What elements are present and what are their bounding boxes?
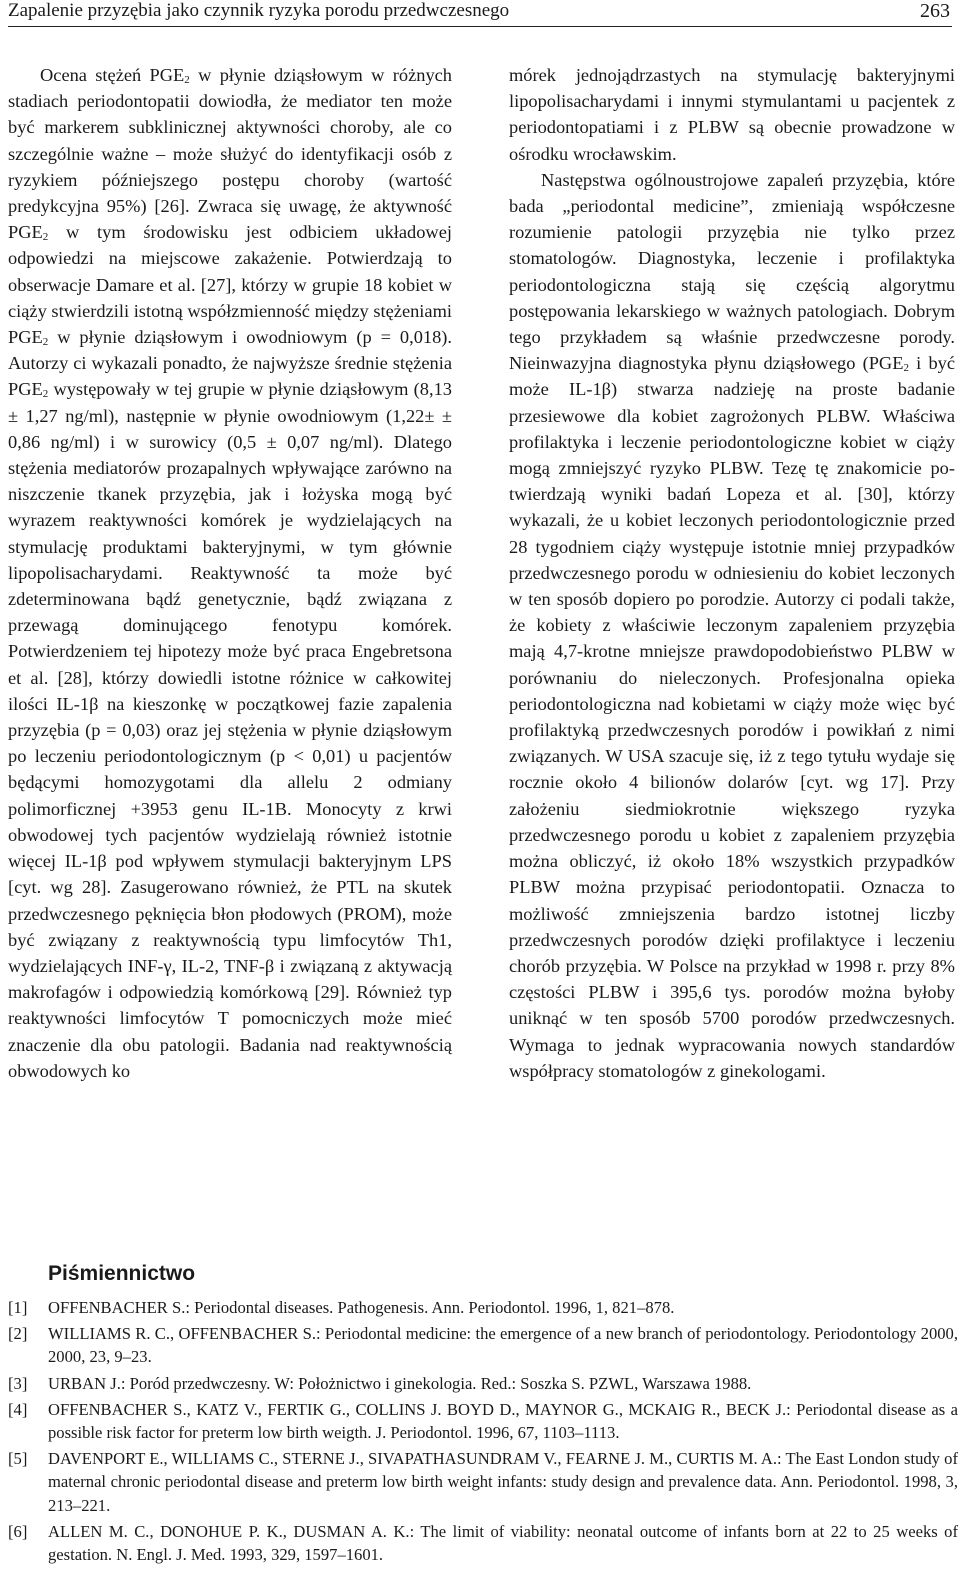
reference-number: [4] (8, 1399, 28, 1419)
subscript: 2 (184, 74, 190, 86)
subscript: 2 (42, 231, 49, 244)
right-column (509, 62, 955, 1084)
references-heading: Piśmiennictwo (48, 1262, 196, 1285)
body-paragraph: mórek jednojądrzastych na stymulację bakteryjnymi lipopolisacharydami i innymi stymulantami u pacjentek z periodontopatiami i z PLBW są obecnie prowadzone w ośrodku wrocławskim. (509, 65, 955, 164)
body-paragraph: Ocena stężeń $PGE_2$ w płynie dziąsłowym w różnych stadiach periodontopatii dowiodła, że mediator ten może być markerem subklinicznej aktywności choroby, ale co szczególnie ważne – może służyć do identyfikacji osób z ryzykiem późniejszego postępu choroby (wartość predykcyjna 95%) [26]. Zwraca się uwagę, że aktywność $PGE_2$ w tym środowisku jest odbiciem układowej odpowiedzi na miejscowe zakażenie. Potwierdzają to obserwacje Damare et al. [27], którzy w grupie 18 kobiet w ciąży stwierdzili istotną współzmienność między stężeniami $PGE_2$ w płynie dziąsłowym i owodniowym (p = 0,018). Autorzy ci wykazali ponadto, że najwyższe średnie stężenia $PGE_2$ występowały w tej grupie w płynie dziąsłowym (8,13 ± 1,27 ng/ml), następnie w płynie owodniowym (1,22± ± 0,86 ng/ml) i w surowicy (0,5 ± 0,07 ng/ml). Dlatego stężenia mediatorów prozapalnych wpływające zarówno na niszczenie tkanek przyzębia, jak i łożyska mogą być wyrazem reaktywności komórek je wydzielających na stymulację produktami bakteryjnymi, w tym głównie lipopolisacharydami. Reaktywność ta może być zdeterminowana bądź genetycznie, bądź związana z przewagą dominującego fenotypu komórek. Potwierdzeniem tej hipotezy może być praca Engebretsona et al. [28], którzy dowiedli istotne różnice w całkowitej ilości IL-1β na kieszonkę w początkowej fazie zapalenia przyzębia (p = 0,03) oraz jej stężenia w płynie dziąsłowym po leczeniu periodontologicznym (p < 0,01) u pacjentów będącymi homozygotami dla allelu 2 odmiany polimorficznej +3953 genu IL-1B. Monocyty z krwi obwodowej tych pacjentów wydzielają również istotnie więcej IL-1β pod wpływem stymulacji bakteryjnym LPS [cyt. wg 28]. Zasugerowano również, że PTL na skutek przedwczesnego pęknięcia błon płodowych (PROM), może być związany z reaktywnością typu limfocytów Th1, wydzielających INF-γ, IL-2, TNF-β i związaną z aktywacją makrofagów i odpowiedzią komórkową [29]. Również typ reaktywności limfocytów T pomocniczych może mieć znaczenie dla obu patologii. Badania nad reaktywnością obwodowych ko (8, 65, 453, 1081)
reference-item (8, 1296, 958, 1319)
reference-number: [5] (8, 1449, 28, 1469)
reference-text: DAVENPORT E., WILLIAMS C., STERNE J., SIVAPATHASUNDRAM V., FEARNE J. M., CURTIS M. A.: The East London study of maternal chronic periodontal disease and preterm low birth weight infants: study design and prevalence data. Ann. Periodontol. 1998, 3, 213–221. (48, 1449, 958, 1515)
reference-number: [1] (8, 1298, 28, 1317)
references-list (8, 1296, 958, 1569)
reference-text: URBAN J.: Poród przedwczesny. W: Położnictwo i ginekologia. Red.: Soszka S. PZWL, Warszawa 1988. (48, 1373, 752, 1393)
subscript: 2 (903, 362, 909, 375)
page-number: 263 (920, 0, 950, 22)
body-paragraph: Następstwa ogólnoustrojowe zapaleń przyzębia, które bada „periodontal medicine”, zmieniają współczesne rozumienie patologii przyzębia nie tylko przez stomatologów. Diagnostyka, leczenie i profilaktyka periodontologiczna stają się częścią algorytmu postępowania lekarskiego w ważnych patologiach. Dobrym tego przykładem są właśnie przedwczesne porody. Nieinwazyjna diagnostyka płynu dziąsłowego ($PGE_2$ i być może IL-1β) stwarza nadzieję na proste badanie przesiewowe dla kobiet zagrożonych PLBW. Właściwa profilaktyka i leczenie periodontologiczne kobiet w ciąży mogą zmniejszyć ryzyko PLBW. Tezę tę znakomicie potwierdzają wyniki badań Lopeza et al. [30], którzy wykazali, że u kobiet leczonych periodontologicznie przed 28 tygodniem ciąży występuje istotnie mniej przypadków przedwczesnego porodu w odniesieniu do kobiet leczonych w ten sposób dopiero po porodzie. Autorzy ci podali także, że kobiety z właściwie leczonym zapaleniem przyzębia mają 4,7-krotne mniejsze prawdopodobieństwo PLBW w porównaniu do nieleczonych. Profesjonalna opieka periodontologiczna nad kobietami w ciąży może więc być profilaktyką przedwczesnych porodów i powikłań z nimi związanych. W USA szacuje się, iż z tego tytułu wydaje się rocznie około 4 bilionów dolarów [cyt. wg 17]. Przy założeniu siedmiokrotnie większego ryzyka przedwczesnego porodu u kobiet z zapaleniem przyzębia można obliczyć, iż około 18% wszystkich przypadków PLBW można przypisać periodontopatii. Oznacza to możliwość zmniejszenia bardzo istotnej liczby przedwczesnych porodów dzięki profilaktyce i leczeniu chorób przyzębia. W Polsce na przykład w 1998 r. przy 8% częstości PLBW i 395,6 tys. porodów można byłoby uniknąć w ten sposób 5700 porodów przedwczesnych. Wymaga to jednak wypracowania nowych standardów współpracy stomatologów z ginekologami. (509, 169, 955, 1081)
reference-text: OFFENBACHER S., KATZ V., FERTIK G., COLLINS J. BOYD D., MAYNOR G., MCKAIG R., BECK J.: Periodontal disease as a possible risk factor for preterm low birth weigth. J. Periodontol. 1996, 67, 1103–1113. (48, 1399, 958, 1443)
reference-text: OFFENBACHER S.: Periodontal diseases. Pathogenesis. Ann. Periodontol. 1996, 1, 821–878. (48, 1298, 675, 1317)
reference-text: WILLIAMS R. C., OFFENBACHER S.: Periodontal medicine: the emergence of a new branch of periodontology. Periodontology 2000, 2000, 23, 9–23. (48, 1324, 958, 1367)
subscript: 2 (42, 388, 49, 401)
reference-item (8, 1520, 958, 1566)
subscript: 2 (42, 336, 49, 349)
reference-item (8, 1322, 958, 1368)
reference-number: [6] (8, 1521, 28, 1541)
reference-number: [2] (8, 1324, 28, 1344)
reference-item (8, 1372, 958, 1395)
running-title: Zapalenie przyzębia jako czynnik ryzyka porodu przedwczesnego (8, 0, 510, 21)
reference-number: [3] (8, 1373, 28, 1393)
reference-item (8, 1398, 958, 1444)
reference-item (8, 1447, 958, 1517)
running-header (8, 0, 952, 27)
left-column (8, 62, 452, 1084)
reference-text: ALLEN M. C., DONOHUE P. K., DUSMAN A. K.: The limit of viability: neonatal outcome of infants born at 22 to 25 weeks of gestation. N. Engl. J. Med. 1993, 329, 1597–1601. (48, 1521, 958, 1565)
